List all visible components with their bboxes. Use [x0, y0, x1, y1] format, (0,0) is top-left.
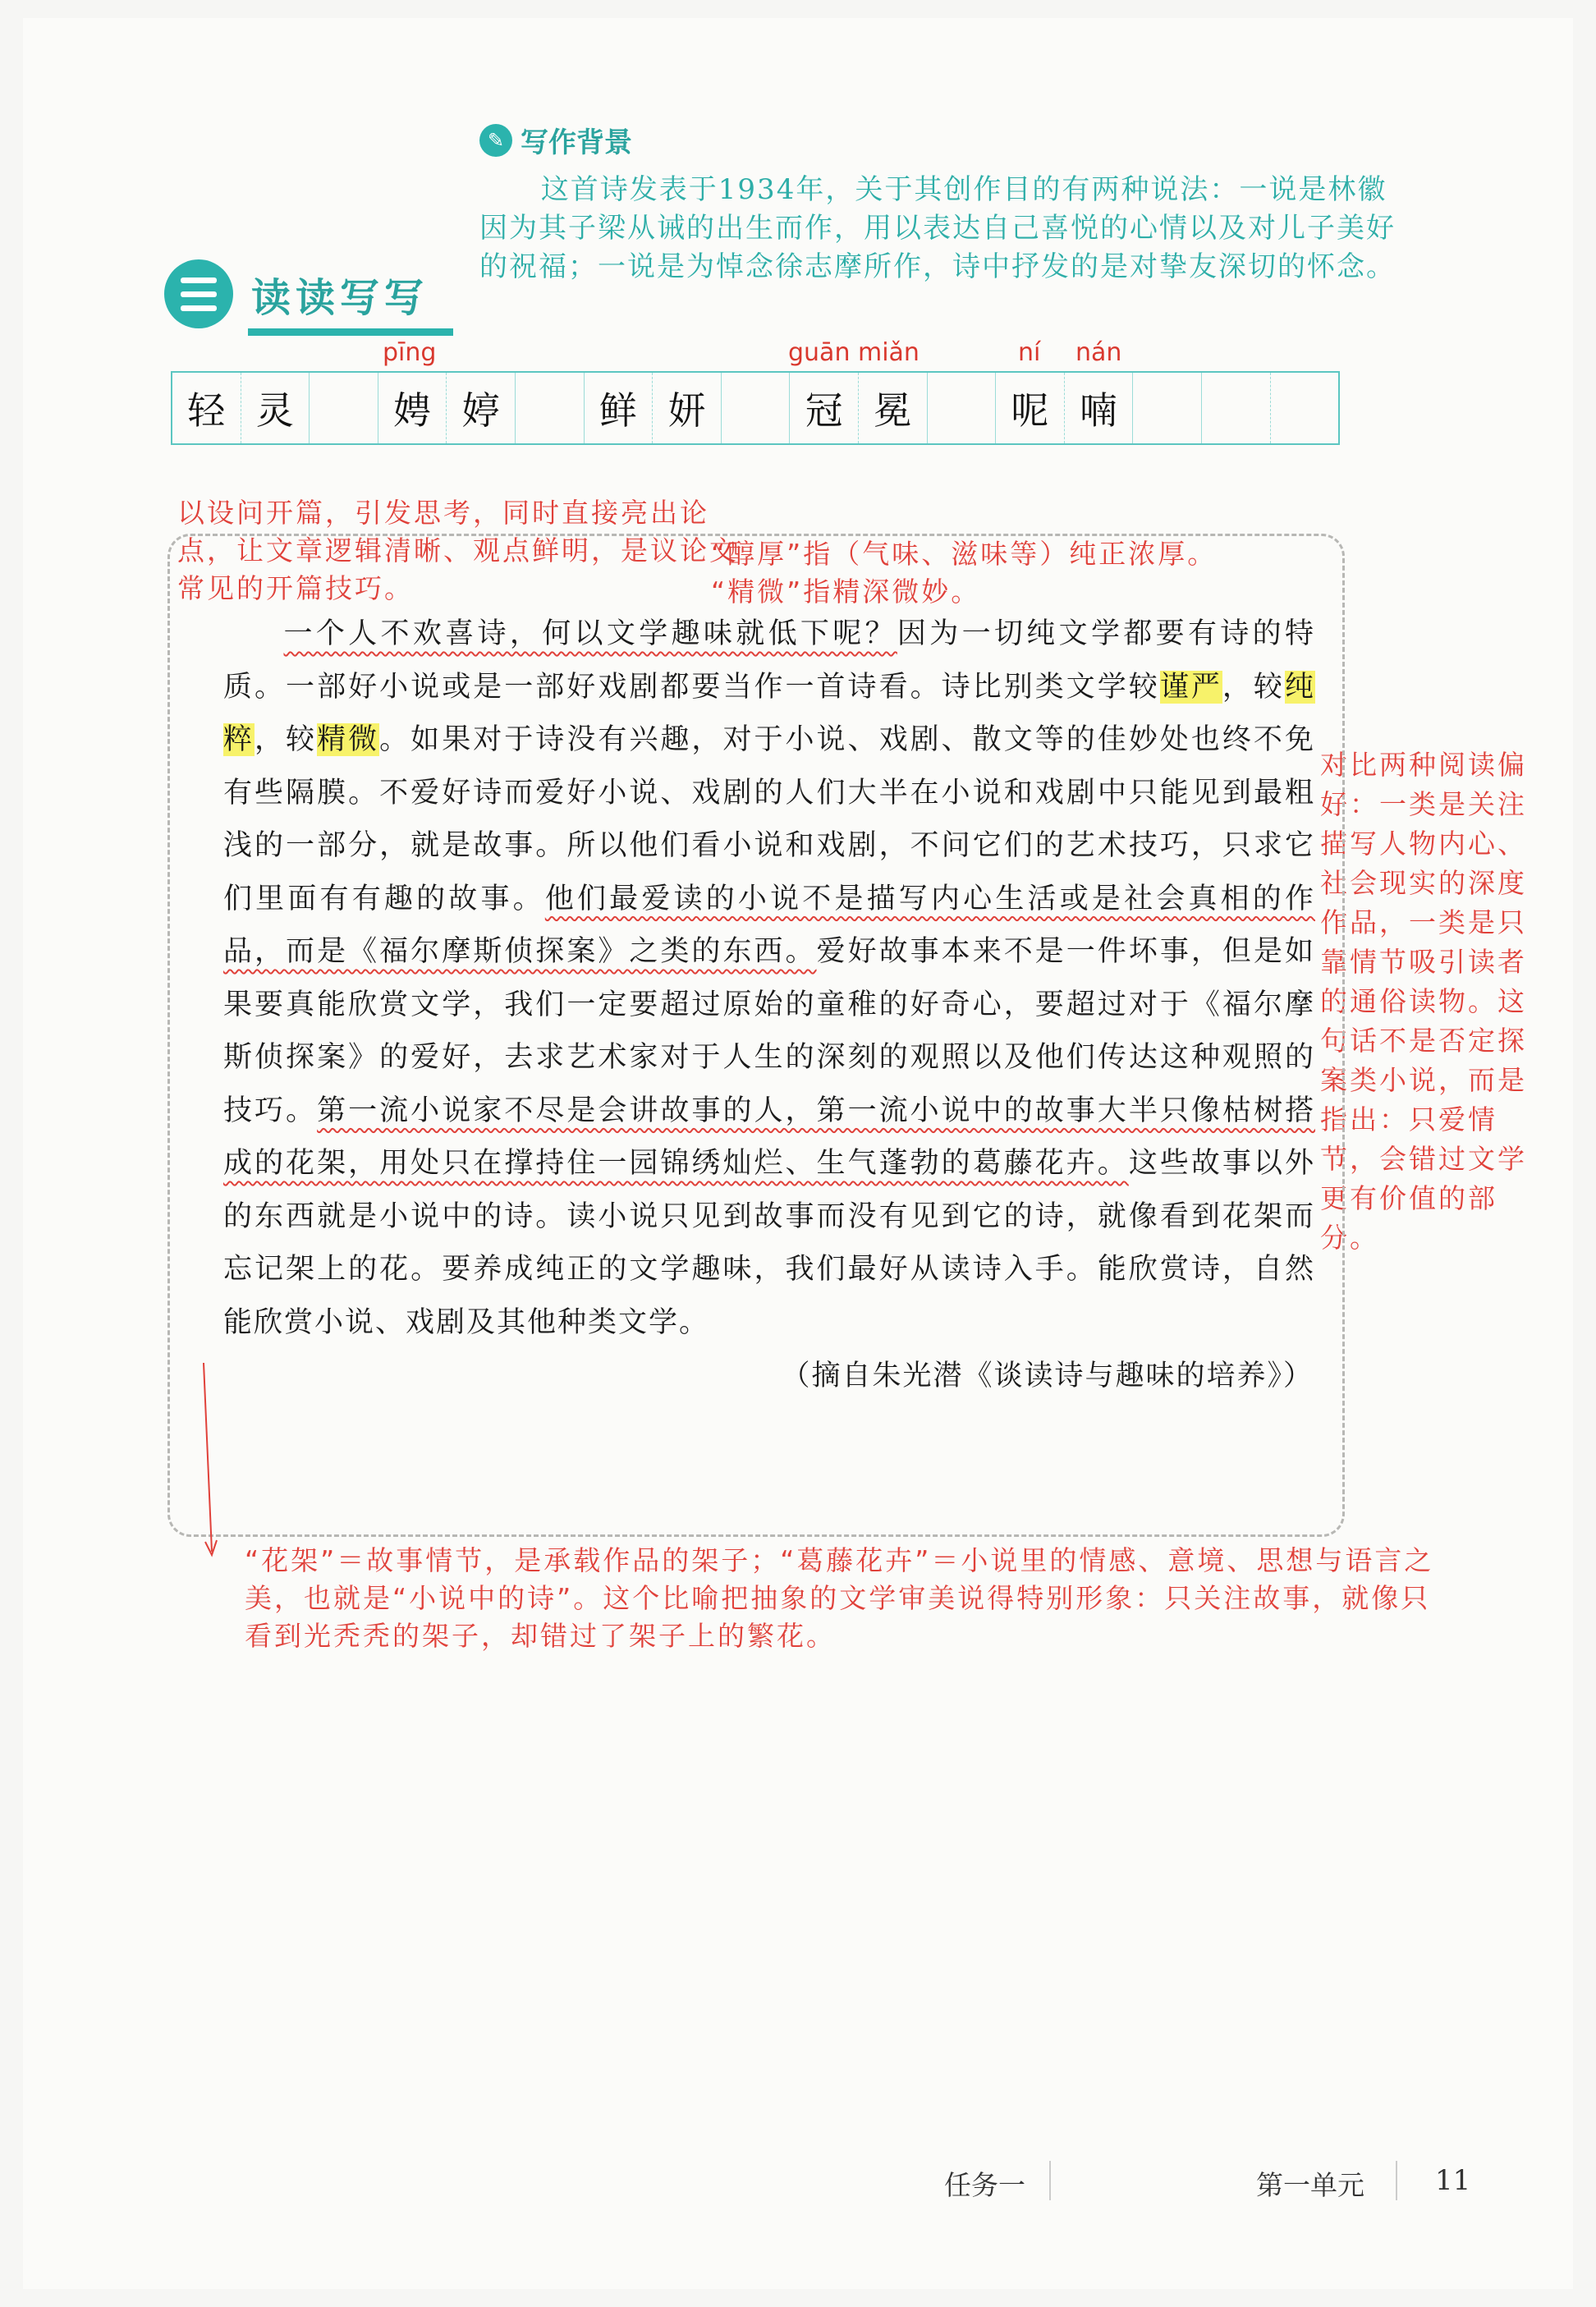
word-cell: [1271, 373, 1339, 443]
word-cell: [516, 373, 585, 443]
passage-paragraph: 一个人不欢喜诗，何以文学趣味就低下呢？因为一切纯文学都要有诗的特质。一部好小说或是一部好戏剧都要当作一首诗看。诗比别类文学较谨严，较纯粹，较精微。如果对于诗没有兴趣，对于小说、戏剧、散文等的佳妙处也终不免有些隔膜。不爱好诗而爱好小说、戏剧的人们大半在小说和戏剧中只能见到最粗浅的一部分，就是故事。所以他们看小说和戏剧，不问它们的艺术技巧，只求它们里面有有趣的故事。他们最爱读的小说不是描写内心生活或是社会真相的作品，而是《福尔摩斯侦探案》之类的东西。爱好故事本来不是一件坏事，但是如果要真能欣赏文学，我们一定要超过原始的童稚的好奇心，要超过对于《福尔摩斯侦探案》的爱好，去求艺术家对于人生的深刻的观照以及他们传达这种观照的技巧。第一流小说家不尽是会讲故事的人，第一流小说中的故事大半只像枯树搭成的花架，用处只在撑持住一园锦绣灿烂、生气蓬勃的葛藤花卉。这些故事以外的东西就是小说中的诗。读小说只见到故事而没有见到它的诗，就像看到花架而忘记架上的花。要养成纯正的文学趣味，我们最好从读诗入手。能欣赏诗，自然能欣赏小说、戏剧及其他种类文学。: [223, 617, 1315, 1339]
footer-unit: 第一单元: [1256, 2169, 1364, 2201]
word-cell: 冕: [859, 373, 928, 443]
word-cell: 妍: [653, 373, 722, 443]
passage-source: （摘自朱光潜《谈读诗与趣味的培养》）: [781, 1360, 1314, 1392]
note-chunhou: “醇厚”指（气味、滋味等）纯正浓厚。: [711, 538, 1218, 570]
section-heading: [164, 259, 429, 328]
passage-metaphor-sentence: 第一流小说家不尽是会讲故事的人，第一流小说中的故事大半只像枯树搭成的花架，用处只在撑持住一园锦绣灿烂、生气蓬勃的葛藤花卉。: [223, 1094, 1315, 1180]
word-cell: 婷: [447, 373, 516, 443]
pinyin-guanmian: guān miǎn: [788, 338, 920, 367]
pinyin-ni: ní: [1018, 338, 1041, 367]
highlight-jingwei: 精微: [317, 723, 380, 756]
background-title: 写作背景: [521, 126, 632, 159]
footer-divider: [1049, 2161, 1051, 2200]
word-cell: 轻: [172, 373, 241, 443]
highlight-chuncui: 纯粹: [223, 670, 1315, 756]
pinyin-nan: nán: [1075, 338, 1122, 367]
highlight-jinyan: 谨严: [1159, 670, 1222, 704]
note-contrast: 对比两种阅读偏好：一类是关注描写人物内心、社会现实的深度作品，一类是只靠情节吸引读者的通俗读物。这句话不是否定探案类小说，而是指出：只爱情节，会错过文学更有价值的部分。: [1320, 749, 1527, 1254]
passage: [223, 608, 1315, 1349]
background-text: 这首诗发表于1934年，关于其创作目的有两种说法：一说是林徽因为其子梁从诫的出生而作，用以表达自己喜悦的心情以及对儿子美好的祝福；一说是为悼念徐志摩所作，诗中抒发的是对挚友深切的怀念。: [479, 173, 1396, 283]
word-cell: [1202, 373, 1271, 443]
word-cell: 灵: [241, 373, 310, 443]
word-cell: 呢: [996, 373, 1065, 443]
passage-thesis: 一个人不欢喜诗，何以文学趣味就低下呢？: [283, 617, 897, 650]
page-number: 11: [1435, 2164, 1471, 2197]
footer-task: 任务一: [944, 2169, 1025, 2201]
word-cell: 冠: [790, 373, 859, 443]
word-cell: [310, 373, 378, 443]
pinyin-ping: pīng: [383, 338, 437, 367]
word-cell: [722, 373, 791, 443]
note-jingwei: “精微”指精深微妙。: [711, 576, 981, 608]
footer-divider: [1396, 2161, 1397, 2200]
word-cell: 鲜: [585, 373, 654, 443]
section-number-three-icon: [164, 259, 233, 328]
note-metaphor: “花架”＝故事情节，是承载作品的架子；“葛藤花卉”＝小说里的情感、意境、思想与语言之美，也就是“小说中的诗”。这个比喻把抽象的文学审美说得特别形象：只关注故事，就像只看到光秃秃的架子，却错过了架子上的繁花。: [245, 1544, 1434, 1652]
word-cell: [1133, 373, 1202, 443]
word-grid: [171, 371, 1340, 445]
word-cell: [928, 373, 997, 443]
word-cell: 喃: [1065, 373, 1134, 443]
note-opening: 以设问开篇，引发思考，同时直接亮出论点，让文章逻辑清晰、观点鲜明，是议论文常见的开篇技巧。: [177, 497, 739, 604]
passage-contrast-sentence: 他们最爱读的小说不是描写内心生活或是社会真相的作品，而是《福尔摩斯侦探案》之类的东西。: [223, 882, 1315, 968]
pen-icon: ✎: [479, 124, 512, 157]
word-cell: 娉: [378, 373, 447, 443]
section-title: 读读写写: [251, 266, 429, 323]
background-heading: [479, 120, 632, 160]
arrow-icon: [200, 1363, 218, 1560]
